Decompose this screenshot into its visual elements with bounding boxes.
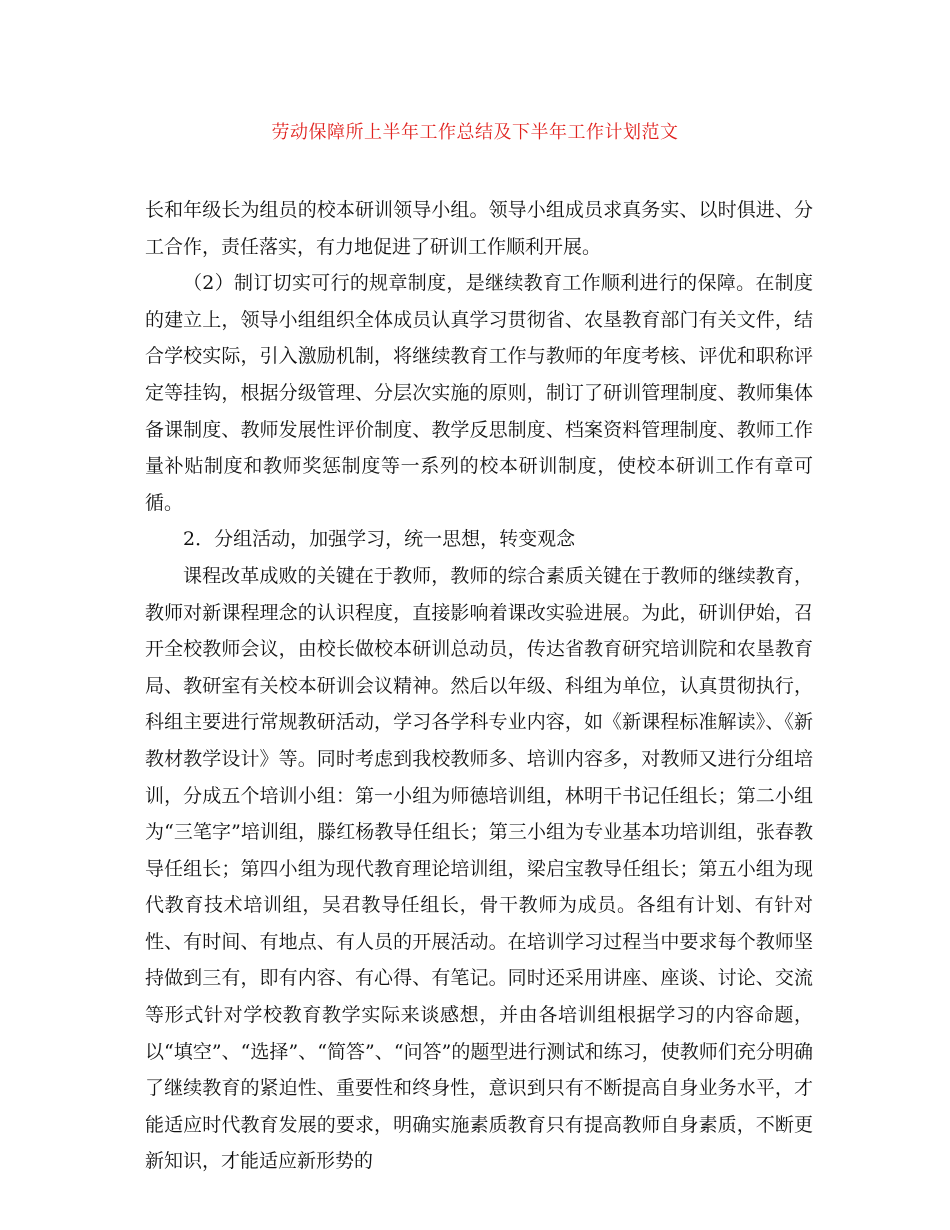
paragraph-curriculum-reform: 课程改革成败的关键在于教师，教师的综合素质关键在于教师的继续教育，教师对新课程理念的认识程度，直接影响着课改实验进展。为此，研训伊始，召开全校教师会议，由校长做校本研训总动员，传达省教育研究培训院和农垦教育局、教研室有关校本研训会议精神。然后以年级、科组为单位，认真贯彻执行，科组主要进行常规教研活动，学习各学科专业内容，如《新课程标准解读》、《新教材教学设计》等。同时考虑到我校教师多、培训内容多，对教师又进行分组培训，分成五个培训小组：第一小组为师德培训组，林明干书记任组长；第二小组为“三笔字”培训组，滕红杨教导任组长；第三小组为专业基本功培训组，张春教导任组长；第四小组为现代教育理论培训组，梁启宝教导任组长；第五小组为现代教育技术培训组，吴君教导任组长，骨干教师为成员。各组有计划、有针对性、有时间、有地点、有人员的开展活动。在培训学习过程当中要求每个教师坚持做到三有，即有内容、有心得、有笔记。同时还采用讲座、座谈、讨论、交流等形式针对学校教育教学实际来谈感想，并由各培训组根据学习的内容命题，以“填空”、“选择”、“简答”、“问答”的题型进行测试和练习，使教师们充分明确了继续教育的紧迫性、重要性和终身性，意识到只有不断提高自身业务水平，才能适应时代教育发展的要求，明确实施素质教育只有提高教师自身素质，不断更新知识，才能适应新形势的 — [145, 564, 813, 1173]
paragraph-continuation: 长和年级长为组员的校本研训领导小组。领导小组成员求真务实、以时俱进、分工合作，责任落实，有力地促进了研训工作顺利开展。 — [145, 199, 813, 258]
document-body — [145, 192, 813, 1180]
document-title: 劳动保障所上半年工作总结及下半年工作计划范文 — [271, 122, 679, 143]
paragraph-regulations: （2）制订切实可行的规章制度，是继续教育工作顺利进行的保障。在制度的建立上，领导小组组织全体成员认真学习贯彻省、农垦教育部门有关文件，结合学校实际，引入激励机制，将继续教育工作与教师的年度考核、评优和职称评定等挂钩，根据分级管理、分层次实施的原则，制订了研训管理制度、教师集体备课制度、教师发展性评价制度、教学反思制度、档案资料管理制度、教师工作量补贴制度和教师奖惩制度等一系列的校本研训制度，使校本研训工作有章可循。 — [145, 272, 813, 514]
section-heading-group-activities: 2．分组活动，加强学习，统一思想，转变观念 — [183, 528, 576, 551]
